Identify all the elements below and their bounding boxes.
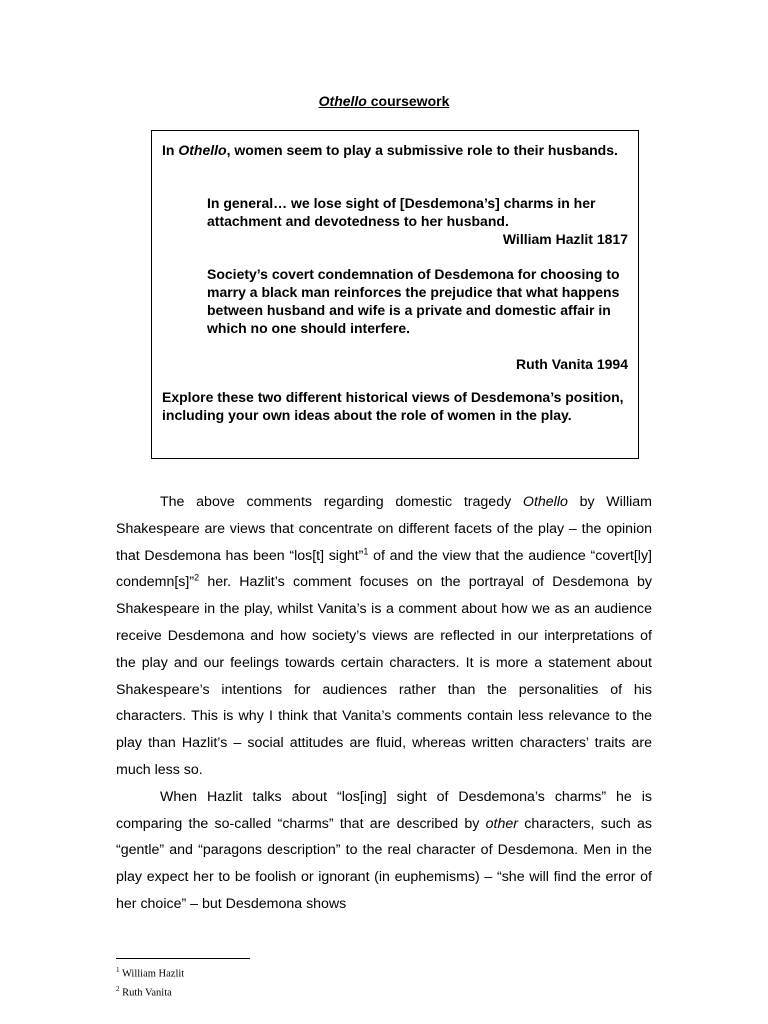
p1-text-b: by William Shakespeare are views that concentrate on different facets of the play – the opinion that Desdemona has been “los[t] sight” <box>116 494 652 564</box>
p2-italic: other <box>485 815 518 832</box>
footnote-text: Ruth Vanita <box>122 987 172 998</box>
question-box <box>151 130 639 459</box>
intro-pre: In <box>162 142 179 158</box>
p1-text-c: of and the view that the audience “covert[ly] condemn[s]” <box>116 547 652 591</box>
footnote-2 <box>116 982 184 1001</box>
title-italic: Othello <box>318 93 367 109</box>
p1-italic: Othello <box>522 494 568 510</box>
footnote-ref-2: 2 <box>194 572 200 583</box>
intro-post: , women seem to play a submissive role to their husbands. <box>226 142 618 158</box>
paragraph-2 <box>116 784 652 918</box>
p1-text-a: The above comments regarding domestic tragedy <box>160 494 523 510</box>
footnote-ref-1: 1 <box>363 545 369 556</box>
essay-task: Explore these two different historical views of Desdemona’s position, including your own ideas about the role of women in the play. <box>162 389 624 423</box>
paragraph-1 <box>116 489 652 784</box>
footnote-number: 2 <box>116 984 120 993</box>
hazlit-attribution: William Hazlit 1817 <box>502 231 628 247</box>
footnote-number: 1 <box>116 966 120 974</box>
hazlit-quote: In general… we lose sight of [Desdemona’s] charms in her attachment and devotedness to her husband. <box>207 195 596 229</box>
footnote-1 <box>116 963 184 982</box>
vanita-attribution: Ruth Vanita 1994 <box>515 356 628 372</box>
footnote-text: William Hazlit <box>121 968 185 980</box>
intro-italic: Othello <box>178 142 227 158</box>
vanita-quote: Society’s covert condemnation of Desdemona for choosing to marry a black man reinforces the prejudice that what happens between husband and wife is a private and domestic affair in which no one should interfere. <box>207 266 620 336</box>
question-intro <box>162 141 622 159</box>
footnotes <box>116 963 184 1000</box>
essay-body <box>116 489 652 918</box>
page-title <box>0 93 768 109</box>
footnote-separator <box>116 958 250 959</box>
p2-text-b: characters, such as “gentle” and “paragons description” to the real character of Desdemona. Men in the play expect her to be foolish or ignorant (in euphemisms) – “she will find the error of her choice” – but Desdemona shows <box>116 815 652 912</box>
title-rest: coursework <box>366 93 450 109</box>
p2-text-a: When Hazlit talks about “los[ing] sight of Desdemona’s charms” he is comparing the so-called “charms” that are described by <box>116 788 652 832</box>
p1-text-d: her. Hazlit’s comment focuses on the portrayal of Desdemona by Shakespeare in the play, whilst Vanita’s is a comment about how we as an audience receive Desdemona and how society’s views are reflected in our interpretations of the play and our feelings towards certain characters. It is more a statement about Shakespeare’s intentions for audiences rather than the personalities of his characters. This is why I think that Vanita’s comments contain less relevance to the play than Hazlit’s – social attitudes are fluid, whereas written characters’ traits are much less so. <box>116 574 652 778</box>
